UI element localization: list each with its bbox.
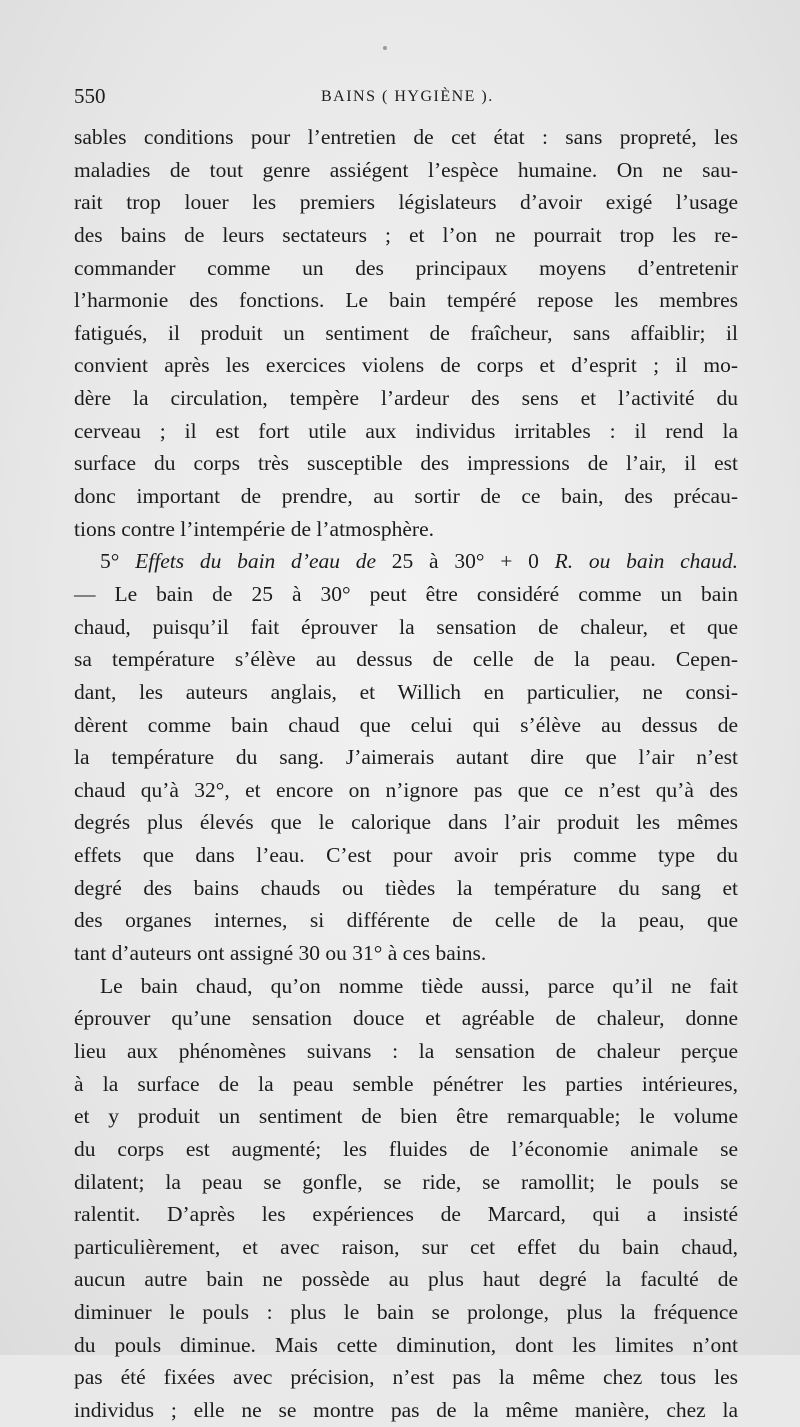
- text-line: individus ; elle ne se montre pas de la même manière, chez la: [74, 1397, 738, 1422]
- running-head: BAINS ( HYGIÈNE ).: [321, 88, 494, 105]
- text-line: rait trop louer les premiers législateurs d’avoir exigé l’usage: [74, 190, 738, 215]
- text-line: chaud qu’à 32°, et encore on n’ignore pas que ce n’est qu’à des: [74, 777, 738, 802]
- text-line: convient après les exercices violens de corps et d’esprit ; il mo-: [74, 353, 738, 378]
- text-line: fatigués, il produit un sentiment de fraîcheur, sans affaiblir; il: [74, 320, 738, 345]
- text-line: degrés plus élevés que le calorique dans l’air produit les mêmes: [74, 810, 738, 835]
- text-line: tant d’auteurs ont assigné 30 ou 31° à ces bains.: [74, 941, 487, 966]
- text-line: des organes internes, si différente de celle de la peau, que: [74, 908, 738, 933]
- paper-speck: [383, 46, 387, 50]
- text-line: chaud, puisqu’il fait éprouver la sensation de chaleur, et que: [74, 614, 738, 639]
- text-line: dère la circulation, tempère l’ardeur des sens et l’activité du: [74, 386, 738, 411]
- section-heading: [74, 545, 738, 578]
- page-number: 550: [74, 84, 106, 108]
- text-line: particulièrement, et avec raison, sur cet effet du bain chaud,: [74, 1234, 738, 1259]
- text-line: — Le bain de 25 à 30° peut être considéré comme un bain: [74, 581, 738, 606]
- text-line: dèrent comme bain chaud que celui qui s’élève au dessus de: [74, 712, 738, 737]
- section-title: Effets du bain d’eau de: [135, 549, 377, 574]
- text-line: Le bain chaud, qu’on nomme tiède aussi, parce qu’il ne fait: [100, 973, 738, 998]
- section-temperature: 25 à 30° + 0: [391, 549, 539, 574]
- text-line: donc important de prendre, au sortir de ce bain, des précau-: [74, 484, 738, 509]
- text-line: degré des bains chauds ou tièdes la température du sang et: [74, 875, 738, 900]
- text-line: aucun autre bain ne possède au plus haut degré la faculté de: [74, 1267, 738, 1292]
- section-alias: ou bain chaud.: [588, 549, 738, 574]
- text-line: effets que dans l’eau. C’est pour avoir pris comme type du: [74, 843, 738, 868]
- text-line: ralentit. D’après les expériences de Marcard, qui a insisté: [74, 1202, 738, 1227]
- page-header: [74, 84, 734, 116]
- text-line: diminuer le pouls : plus le bain se prolonge, plus la fréquence: [74, 1300, 738, 1325]
- text-line: du pouls diminue. Mais cette diminution, dont les limites n’ont: [74, 1332, 738, 1357]
- text-line: pas été fixées avec précision, n’est pas la même chez tous les: [74, 1365, 738, 1390]
- section-unit: R.: [554, 549, 574, 574]
- text-line: dilatent; la peau se gonfle, se ride, se ramollit; le pouls se: [74, 1169, 738, 1194]
- text-line: lieu aux phénomènes suivans : la sensation de chaleur perçue: [74, 1038, 738, 1063]
- text-line: commander comme un des principaux moyens d’entretenir: [74, 255, 738, 280]
- text-line: surface du corps très susceptible des impressions de l’air, il est: [74, 451, 738, 476]
- body-text: [74, 121, 738, 1427]
- text-line: des bains de leurs sectateurs ; et l’on ne pourrait trop les re-: [74, 222, 738, 247]
- section-number: 5°: [100, 549, 120, 574]
- text-line: dant, les auteurs anglais, et Willich en particulier, ne consi-: [74, 679, 738, 704]
- text-line: et y produit un sentiment de bien être remarquable; le volume: [74, 1104, 738, 1129]
- text-line: sables conditions pour l’entretien de cet état : sans propreté, les: [74, 125, 738, 149]
- text-line: maladies de tout genre assiégent l’espèce humaine. On ne sau-: [74, 157, 738, 182]
- text-line: sa température s’élève au dessus de celle de la peau. Cepen-: [74, 647, 738, 672]
- text-line: éprouver qu’une sensation douce et agréable de chaleur, donne: [74, 1006, 738, 1031]
- text-line: tions contre l’intempérie de l’atmosphère.: [74, 516, 434, 541]
- text-line: à la surface de la peau semble pénétrer les parties intérieures,: [74, 1071, 738, 1096]
- text-line: l’harmonie des fonctions. Le bain tempéré repose les membres: [74, 288, 738, 313]
- text-line: cerveau ; il est fort utile aux individus irritables : il rend la: [74, 418, 738, 443]
- text-line: du corps est augmenté; les fluides de l’économie animale se: [74, 1136, 738, 1161]
- text-line: la température du sang. J’aimerais autant dire que l’air n’est: [74, 745, 738, 770]
